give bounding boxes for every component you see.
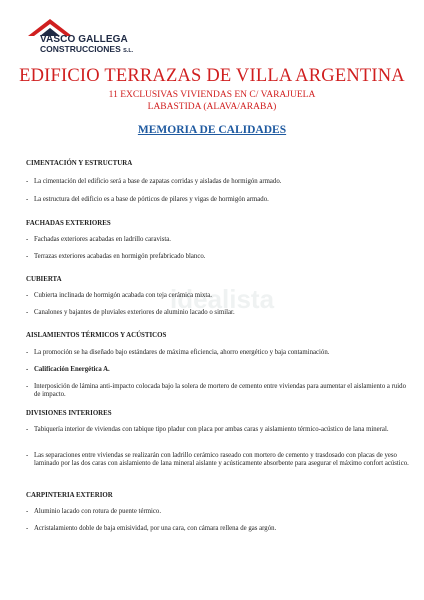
list-item [26,525,276,533]
list-item [26,236,171,244]
logo-text-line2 [40,44,133,54]
section-heading-fachadas: FACHADAS EXTERIORES [26,220,111,227]
section-heading-cubierta: CUBIERTA [26,276,62,283]
list-item-text: La estructura del edificio es a base de pórticos de pilares y vigas de hormigón armado. [34,196,269,203]
list-item-text: Cubierta inclinada de hormigón acabada con teja cerámica mixta. [34,292,212,299]
logo-text-line1: VASCO GALLEGA [40,34,128,45]
list-item-text: Aluminio lacado con rotura de puente térmico. [34,508,162,515]
company-logo [26,16,146,54]
list-item [26,309,235,317]
list-item [26,196,269,204]
watermark: idealista [170,284,275,314]
list-item-text: La cimentación del edificio será a base de zapatas corridas y aisladas de hormigón armado. [34,178,282,185]
list-item [26,366,110,374]
list-item-text: Fachadas exteriores acabadas en ladrillo caravista. [34,236,172,243]
list-item-text: Terrazas exteriores acabadas en hormigón prefabricado blanco. [34,253,206,260]
section-heading-aislamientos: AISLAMIENTOS TÉRMICOS Y ACÚSTICOS [26,332,167,339]
list-item-text: Las separaciones entre viviendas se realizarán con ladrillo cerámico raseado con mortero de cemento y trasdosado con placas de yeso laminado por las dos caras con aislamiento de lana mineral aislante y acústicamente absorbente para asegurar el máximo confort acústico. [34,452,409,467]
list-item [26,452,414,468]
bullet-dash: - [26,236,29,243]
list-item-text: Acristalamiento doble de baja emisividad, por una cara, con cámara rellena de gas argón. [34,525,277,532]
section-heading-cimentacion: CIMENTACIÓN Y ESTRUCTURA [26,160,133,167]
logo-text-line2-main: CONSTRUCCIONES [40,44,121,54]
list-item [26,253,205,261]
bullet-dash: - [26,366,29,373]
list-item-text: La promoción se ha diseñado bajo estándares de máxima eficiencia, ahorro energético y baja contaminación. [34,349,330,356]
bullet-dash: - [26,178,29,185]
logo-text-suffix: S.L. [123,48,134,54]
bullet-dash: - [26,426,29,433]
bullet-dash: - [26,383,29,390]
section-heading-carpinteria: CARPINTERIA EXTERIOR [26,492,113,499]
bullet-dash: - [26,196,29,203]
bullet-dash: - [26,292,29,299]
list-item-text: Tabiquería interior de viviendas con tabique tipo pladur con placa por ambas caras y aislamiento térmico-acústico de lana mineral. [34,426,389,433]
list-item [26,508,161,516]
bullet-dash: - [26,253,29,260]
list-item [26,349,329,357]
document-title: EDIFICIO TERRAZAS DE VILLA ARGENTINA [19,66,405,86]
list-item-text: Interposición de lámina anti-impacto colocada bajo la solera de mortero de cemento entre viviendas para aumentar el aislamiento a ruido de impacto. [34,383,406,398]
document-subtitle-2: LABASTIDA (ALAVA/ARABA) [147,102,277,112]
bullet-dash: - [26,452,29,459]
list-item-text: Canalones y bajantes de pluviales exteriores de aluminio lacado o similar. [34,309,235,316]
bullet-dash: - [26,508,29,515]
list-item [26,383,414,399]
memoria-heading: MEMORIA DE CALIDADES [137,124,287,136]
document-subtitle-1: 11 EXCLUSIVAS VIVIENDAS EN C/ VARAJUELA [108,90,316,100]
bullet-dash: - [26,525,29,532]
list-item-text: Calificación Energética A. [34,366,110,373]
bullet-dash: - [26,309,29,316]
bullet-dash: - [26,349,29,356]
list-item [26,292,212,300]
section-heading-divisiones: DIVISIONES INTERIORES [26,410,112,417]
list-item [26,178,281,186]
list-item [26,426,414,434]
